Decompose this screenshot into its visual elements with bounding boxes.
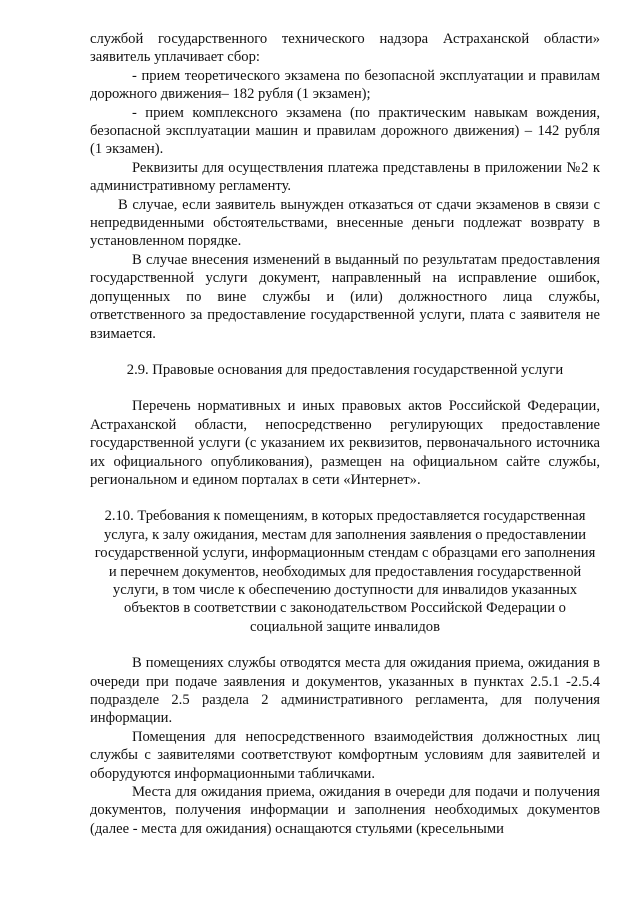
section-heading-2-10: 2.10. Требования к помещениям, в которых предоставляется государственная услуга, к залу ожидания, местам для заполнения заявления о предоставлении государственной услуги, информационным стендам с образцами его заполнения и перечнем документов, необходимых для предоставления государственной услуги, в том числе к обеспечению доступности для инвалидов указанных объектов в соответствии с законодательством Российской Федерации о социальной защите инвалидов [94, 508, 596, 635]
paragraph-refund: В случае, если заявитель вынужден отказаться от сдачи экзаменов в связи с непредвиденными обстоятельствами, внесенные деньги подлежат возврату в установленном порядке. [90, 196, 600, 250]
paragraph-fee-intro: службой государственного технического надзора Астраханской области» заявитель уплачивает сбор: [90, 31, 600, 66]
spacer [90, 343, 600, 361]
spacer [90, 636, 600, 654]
paragraph-legal-acts: Перечень нормативных и иных правовых актов Российской Федерации, Астраханской области, непосредственно регулирующих предоставление государственной услуги (с указанием их реквизитов, первоначального источника их официального опубликования), размещен на официальном сайте службы, региональном и едином порталах в сети «Интернет». [90, 398, 600, 488]
paragraph-payment-details: Реквизиты для осуществления платежа представлены в приложении №2 к административному регламенту. [90, 159, 600, 195]
paragraph-waiting-places: В помещениях службы отводятся места для ожидания приема, ожидания в очереди при подаче заявления и документов, указанных в пунктах 2.5.1 -2.5.4 подразделе 2.5 раздела 2 административного регламента, для получения информации. [90, 655, 600, 727]
paragraph-no-fee-corrections: В случае внесения изменений в выданный по результатам предоставления государственной услуги документ, направленный на исправление ошибок, допущенных по вине службы и (или) должностного лица службы, ответственного за предоставление государственной услуги, плата с заявителя не взимается. [90, 251, 600, 342]
paragraph-waiting-equipment: Места для ожидания приема, ожидания в очереди для подачи и получения документов, получения информации и заполнения необходимых документов (далее - места для ожидания) оснащаются стульями (кресельными [90, 784, 600, 837]
paragraph-theory-exam-fee: - прием теоретического экзамена по безопасной эксплуатации и правилам дорожного движения– 182 рубля (1 экзамен); [90, 67, 600, 103]
section-heading-2-9: 2.9. Правовые основания для предоставления государственной услуги [126, 361, 564, 378]
paragraph-interaction-rooms: Помещения для непосредственного взаимодействия должностных лиц службы с заявителями соответствуют комфортным условиям для заявителей и оборудуются информационными табличками. [90, 728, 600, 782]
spacer [90, 379, 600, 397]
spacer [90, 489, 600, 507]
paragraph-complex-exam-fee: - прием комплексного экзамена (по практическим навыкам вождения, безопасной эксплуатации машин и правилам дорожного движения) – 142 рубля (1 экзамен). [90, 104, 600, 158]
